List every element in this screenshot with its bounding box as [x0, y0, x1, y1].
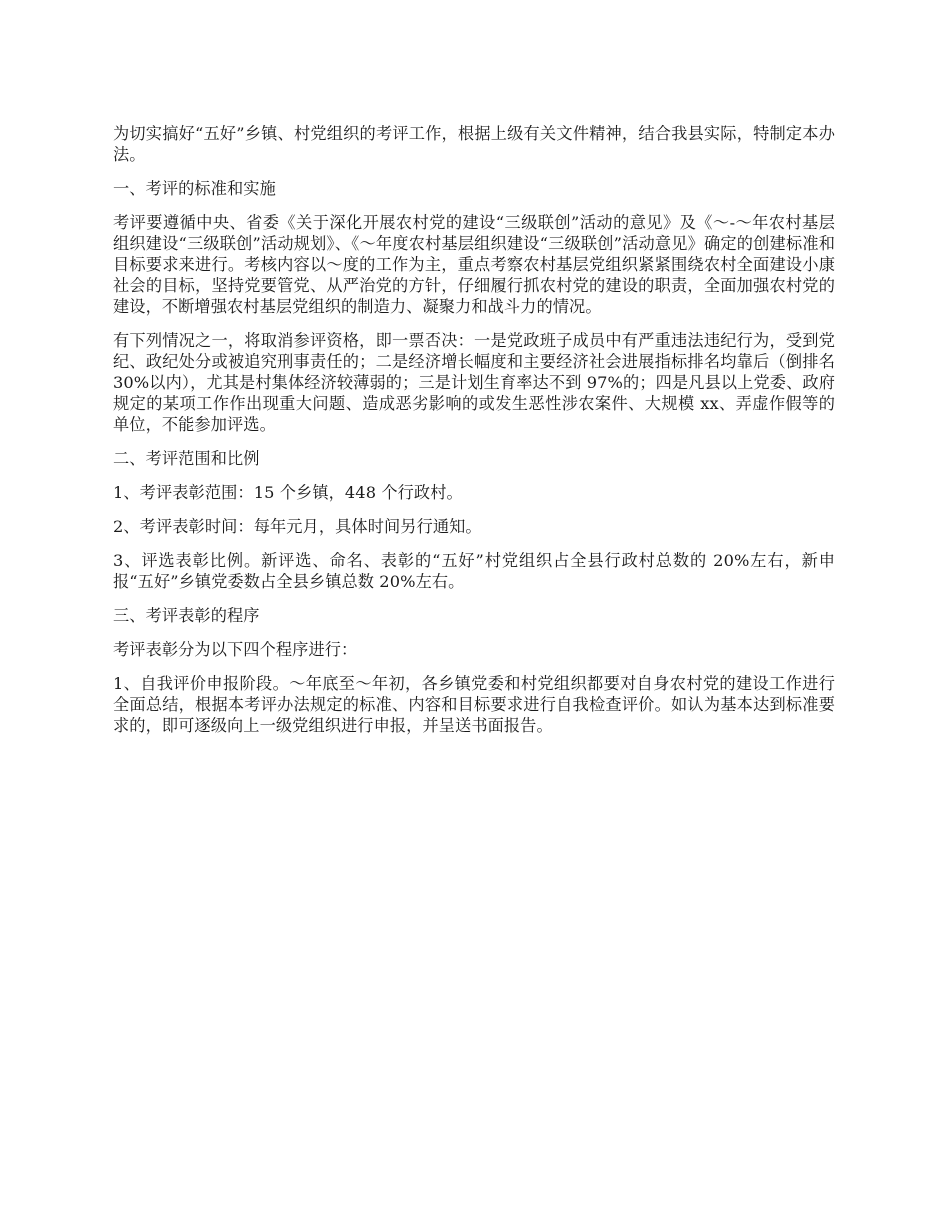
procedure-item-1: 1、自我评价申报阶段。～年底至～年初，各乡镇党委和村党组织都要对自身农村党的建设工作进行全面总结，根据本考评办法规定的标准、内容和目标要求进行自我检查评价。如认为基本达到标准要求的，即可逐级向上一级党组织进行申报，并呈送书面报告。 [113, 674, 835, 735]
section-heading-3: 三、考评表彰的程序 [113, 606, 260, 625]
section-heading-2: 二、考评范围和比例 [113, 449, 260, 468]
standards-paragraph: 考评要遵循中央、省委《关于深化开展农村党的建设“三级联创”活动的意见》及《～-～年农村基层组织建设“三级联创”活动规划》、《～年度农村基层组织建设“三级联创”活动意见》确定的创建标准和目标要求来进行。考核内容以～度的工作为主，重点考察农村基层党组织紧紧围绕农村全面建设小康社会的目标，坚持党要管党、从严治党的方针，仔细履行抓农村党的建设的职责，全面加强农村党的建设，不断增强农村基层党组织的制造力、凝聚力和战斗力的情况。 [113, 213, 835, 316]
scope-item-3: 3、评选表彰比例。新评选、命名、表彰的“五好”村党组织占全县行政村总数的 20%左右，新申报“五好”乡镇党委数占全县乡镇总数 20%左右。 [113, 551, 835, 591]
document-body [113, 123, 835, 749]
veto-paragraph: 有下列情况之一，将取消参评资格，即一票否决：一是党政班子成员中有严重违法违纪行为，受到党纪、政纪处分或被追究刑事责任的；二是经济增长幅度和主要经济社会进展指标排名均靠后（倒排名 30%以内），尤其是村集体经济较薄弱的；三是计划生育率达不到 97%的；四是凡县以上党委、政府规定的某项工作作出现重大问题、造成恶劣影响的或发生恶性涉农案件、大规模 xx、弄虚作假等的单位，不能参加评选。 [113, 331, 835, 434]
section-heading-1: 一、考评的标准和实施 [113, 179, 276, 198]
procedure-intro: 考评表彰分为以下四个程序进行： [113, 640, 358, 659]
scope-item-2: 2、考评表彰时间：每年元月，具体时间另行通知。 [113, 517, 482, 536]
scope-item-1: 1、考评表彰范围：15 个乡镇，448 个行政村。 [113, 483, 463, 502]
intro-paragraph: 为切实搞好“五好”乡镇、村党组织的考评工作，根据上级有关文件精神，结合我县实际，特制定本办法。 [113, 124, 835, 164]
